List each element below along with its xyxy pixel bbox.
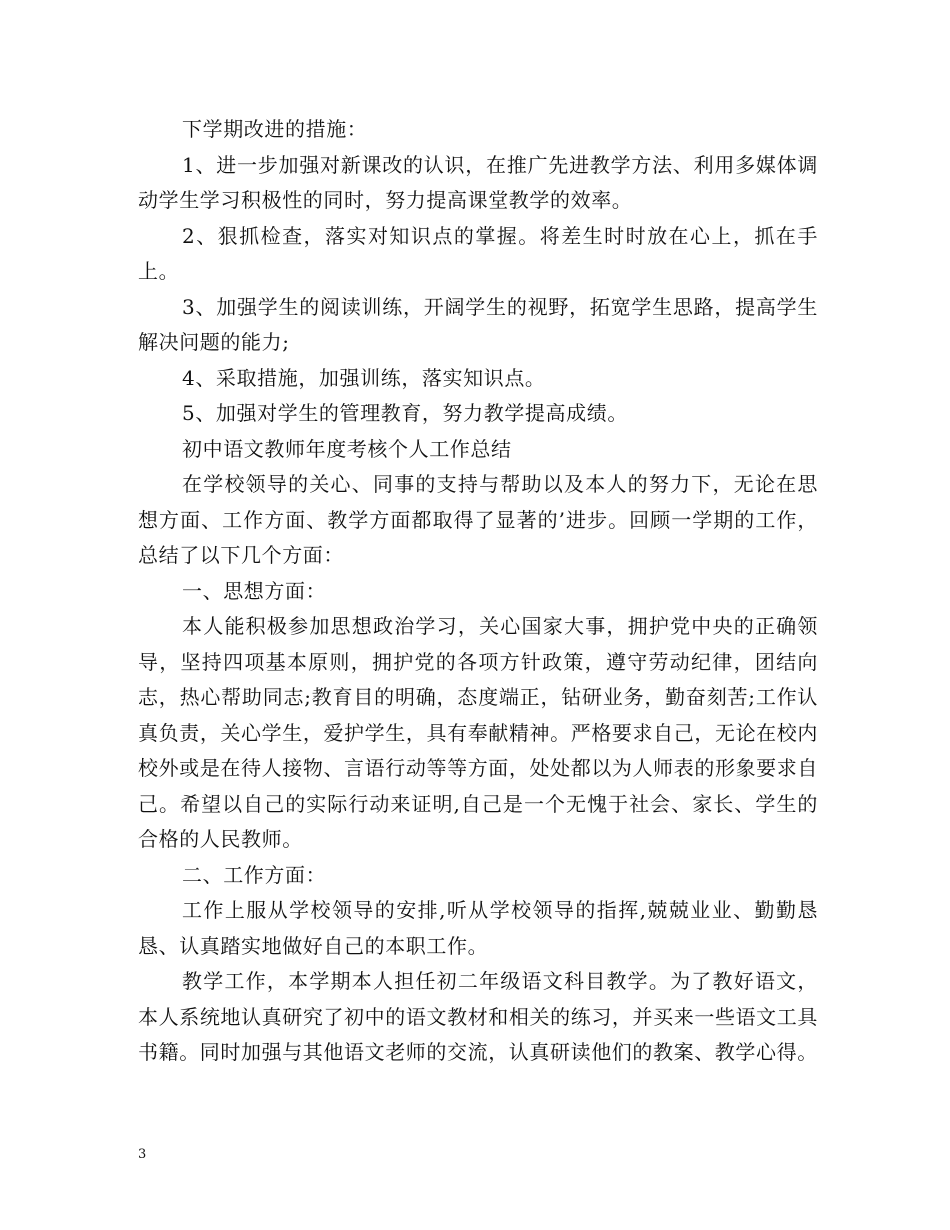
paragraph-work: 工作上服从学校领导的安排,听从学校领导的指挥,兢兢业业、勤勤恳恳、认真踏实地做好自己的本职工作。: [138, 898, 818, 958]
section-title: 初中语文教师年度考核个人工作总结: [182, 436, 512, 461]
paragraph-measure-4: 4、采取措施，加强训练，落实知识点。: [182, 365, 546, 390]
paragraph-improvement-heading: 下学期改进的措施：: [182, 117, 368, 141]
heading-work: 二、工作方面：: [182, 862, 327, 887]
paragraph-measure-5: 5、加强对学生的管理教育，努力教学提高成绩。: [182, 401, 628, 425]
page-number: 3: [138, 1147, 147, 1162]
paragraph-measure-2: 2、狠抓检查，落实对知识点的掌握。将差生时时放在心上，抓在手上。: [138, 223, 818, 283]
document-body: [138, 112, 818, 1071]
paragraph-intro: 在学校领导的关心、同事的支持与帮助以及本人的努力下，无论在思想方面、工作方面、教学方面都取得了显著的’进步。回顾一学期的工作，总结了以下几个方面：: [138, 472, 818, 567]
paragraph-teaching: 教学工作，本学期本人担任初二年级语文科目教学。为了教好语文，本人系统地认真研究了初中的语文教材和相关的练习，并买来一些语文工具书籍。同时加强与其他语文老师的交流，认真研读他们的教案、教学心得。: [138, 969, 818, 1064]
paragraph-measure-1: 1、进一步加强对新课改的认识，在推广先进教学方法、利用多媒体调动学生学习积极性的同时，努力提高课堂教学的效率。: [138, 152, 818, 212]
paragraph-measure-3: 3、加强学生的阅读训练，开阔学生的视野，拓宽学生思路，提高学生解决问题的能力;: [138, 294, 818, 354]
heading-thought: 一、思想方面：: [182, 578, 327, 603]
paragraph-thought: 本人能积极参加思想政治学习，关心国家大事，拥护党中央的正确领导，坚持四项基本原则，拥护党的各项方针政策，遵守劳动纪律，团结向志，热心帮助同志;教育目的明确，态度端正，钻研业务，勤奋刻苦;工作认真负责，关心学生，爱护学生，具有奉献精神。严格要求自己，无论在校内校外或是在待人接物、言语行动等等方面，处处都以为人师表的形象要求自己。希望以自己的实际行动来证明,自己是一个无愧于社会、家长、学生的合格的人民教师。: [138, 614, 818, 851]
